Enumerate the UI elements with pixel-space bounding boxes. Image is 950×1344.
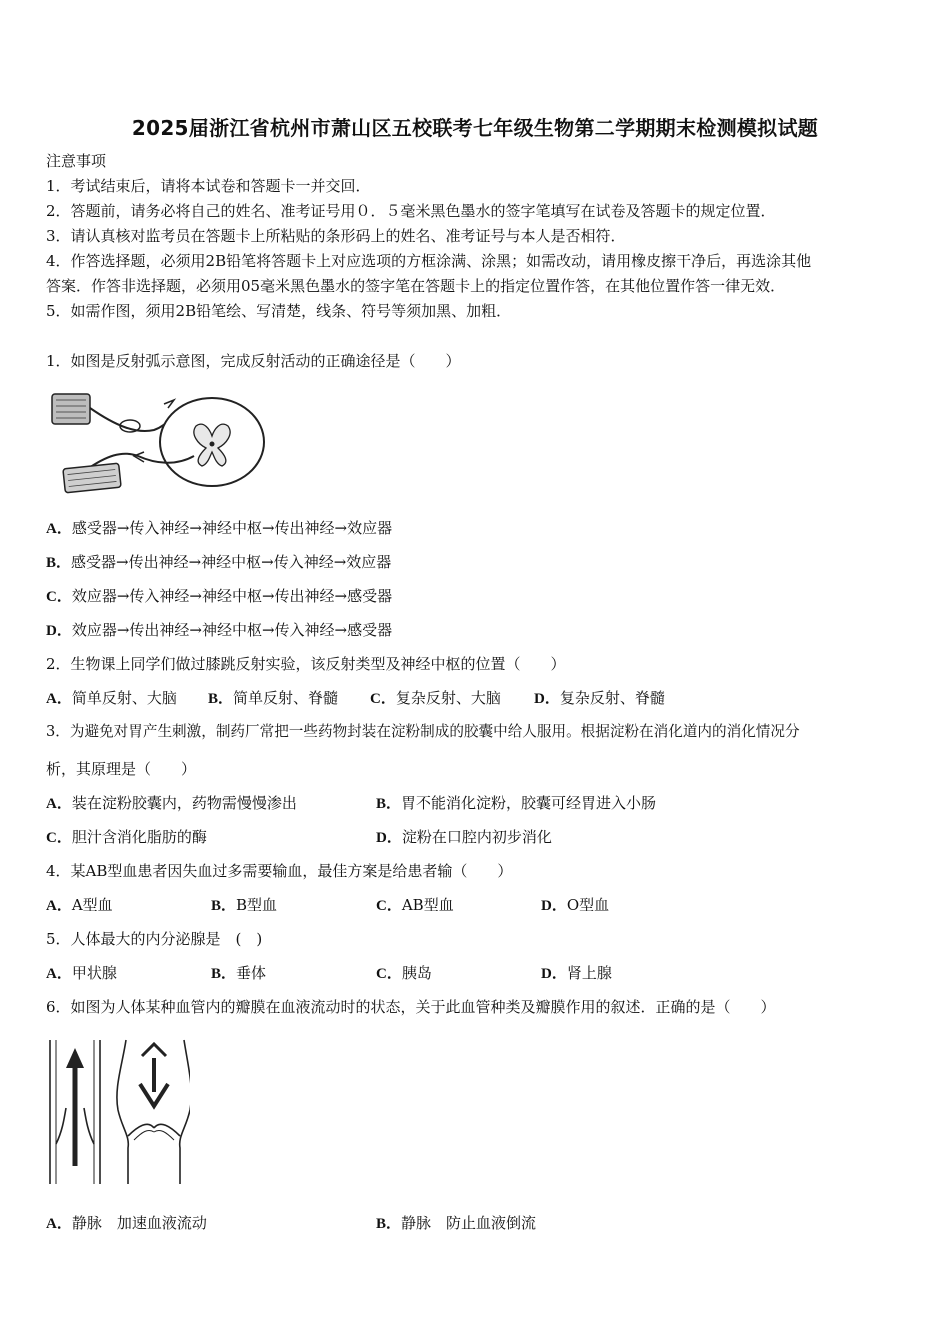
reflex-arc-figure — [46, 386, 270, 502]
q1-option-c: C．效应器→传入神经→神经中枢→传出神经→感受器 — [46, 587, 393, 605]
q3-option-d: D．淀粉在口腔内初步消化 — [376, 828, 552, 846]
q2-stem: 2．生物课上同学们做过膝跳反射实验，该反射类型及神经中枢的位置（ ） — [46, 655, 566, 673]
q6-option-b: B．静脉 防止血液倒流 — [376, 1214, 537, 1232]
q4-stem: 4．某AB型血患者因失血过多需要输血，最佳方案是给患者输（ ） — [46, 862, 513, 880]
q5-option-b: B．垂体 — [211, 964, 267, 982]
notice-item: 3．请认真核对监考员在答题卡上所粘贴的条形码上的姓名、准考证号与本人是否相符． — [46, 227, 626, 245]
q5-stem: 5．人体最大的内分泌腺是 ( ) — [46, 930, 263, 948]
q2-option-b: B．简单反射、脊髓 — [208, 689, 339, 707]
q5-option-a: A．甲状腺 — [46, 964, 117, 982]
notice-item: 答案．作答非选择题，必须用05毫米黑色墨水的签字笔在答题卡上的指定位置作答，在其他位置作答一律无效． — [46, 277, 786, 295]
q4-option-b: B．B型血 — [211, 896, 278, 914]
q4-option-c: C．AB型血 — [376, 896, 454, 914]
q6-option-a: A．静脉 加速血液流动 — [46, 1214, 207, 1232]
notice-item: 2．答题前，请务必将自己的姓名、准考证号用０．５毫米黑色墨水的签字笔填写在试卷及答题卡的规定位置． — [46, 202, 776, 220]
notice-item: 4．作答选择题，必须用2B铅笔将答题卡上对应选项的方框涂满、涂黑；如需改动，请用橡皮擦干净后，再选涂其他 — [46, 252, 812, 270]
q1-option-b: B．感受器→传出神经→神经中枢→传入神经→效应器 — [46, 553, 392, 571]
q2-option-a: A．简单反射、大脑 — [46, 689, 177, 707]
q2-option-d: D．复杂反射、脊髓 — [534, 689, 665, 707]
q3-option-a: A．装在淀粉胶囊内，药物需慢慢渗出 — [46, 794, 297, 812]
q3-option-b: B．胃不能消化淀粉，胶囊可经胃进入小肠 — [376, 794, 657, 812]
vein-valve-figure — [44, 1036, 190, 1192]
notice-item: 5．如需作图，须用2B铅笔绘、写清楚，线条、符号等须加黑、加粗． — [46, 302, 512, 320]
q3-stem-line1: 3．为避免对胃产生刺激，制药厂常把一些药物封装在淀粉制成的胶囊中给人服用。根据淀粉在消化道内的消化情况分 — [46, 723, 800, 740]
q4-option-a: A．A型血 — [46, 896, 113, 914]
q3-option-c: C．胆汁含消化脂肪的酶 — [46, 828, 207, 846]
q4-option-d: D．O型血 — [541, 896, 610, 914]
q1-option-a: A．感受器→传入神经→神经中枢→传出神经→效应器 — [46, 519, 393, 537]
q5-option-c: C．胰岛 — [376, 964, 432, 982]
notice-heading: 注意事项 — [46, 152, 107, 170]
q1-stem: 1．如图是反射弧示意图，完成反射活动的正确途径是（ ） — [46, 352, 461, 370]
q5-option-d: D．肾上腺 — [541, 964, 612, 982]
q6-stem: 6．如图为人体某种血管内的瓣膜在血液流动时的状态，关于此血管种类及瓣膜作用的叙述．正确的是（ ） — [46, 998, 776, 1016]
exam-title: 2025届浙江省杭州市萧山区五校联考七年级生物第二学期期末检测模拟试题 — [131, 116, 819, 140]
q1-option-d: D．效应器→传出神经→神经中枢→传入神经→感受器 — [46, 621, 393, 639]
q2-option-c: C．复杂反射、大脑 — [370, 689, 501, 707]
notice-item: 1．考试结束后，请将本试卷和答题卡一并交回． — [46, 177, 371, 195]
q3-stem-line2: 析，其原理是（ ） — [46, 760, 197, 778]
